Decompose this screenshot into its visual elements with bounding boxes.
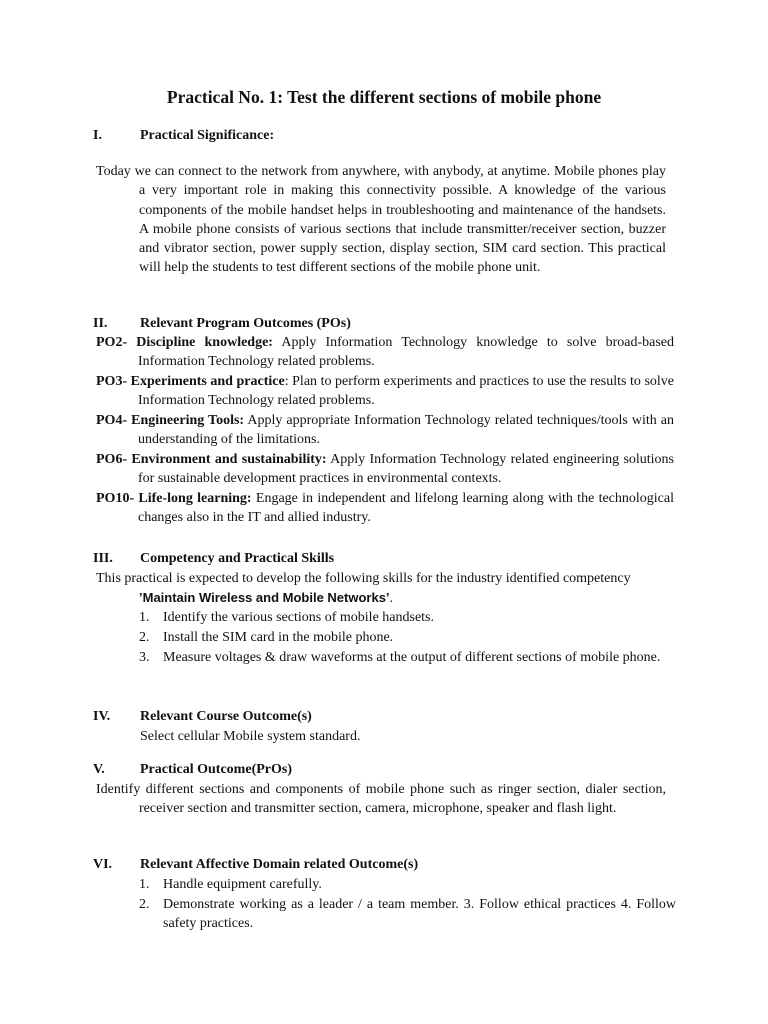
section-number: VI. bbox=[93, 857, 113, 872]
section-title: Relevant Affective Domain related Outcome(s) bbox=[140, 857, 419, 872]
section-title: Relevant Course Outcome(s) bbox=[140, 709, 312, 724]
section-number: IV. bbox=[93, 709, 111, 724]
section-2-heading bbox=[93, 316, 351, 332]
list-item bbox=[139, 608, 676, 627]
competency-period: . bbox=[389, 591, 394, 606]
program-outcome-item bbox=[96, 333, 674, 372]
section-number: II. bbox=[93, 316, 108, 331]
section-3-heading bbox=[93, 551, 334, 567]
list-item-text: Identify the various sections of mobile handsets. bbox=[163, 610, 434, 625]
program-outcome-label: PO2- Discipline knowledge: bbox=[96, 335, 273, 350]
list-item bbox=[139, 648, 676, 667]
significance-paragraph: Today we can connect to the network from anywhere, with anybody, at anytime. Mobile phones play a very important role in making this connectivity possible. A knowledge of the various components of the mobile handset helps in troubleshooting and maintenance of the handsets. A mobile phone consists of various sections that include transmitter/receiver section, buzzer and vibrator section, power supply section, display section, SIM card section. This practical will help the students to test different sections of the mobile phone unit. bbox=[96, 164, 666, 276]
affective-outcome-list bbox=[139, 875, 676, 934]
section-number: III. bbox=[93, 551, 113, 566]
section-title: Practical Significance: bbox=[140, 128, 275, 143]
competency-statement bbox=[139, 588, 393, 608]
program-outcome-text: Apply Information Technology related engineering solutions for sustainable development practices in environmental contexts. bbox=[138, 452, 675, 487]
list-number: 2. bbox=[139, 896, 150, 912]
program-outcome-item bbox=[96, 372, 674, 411]
section-1-heading bbox=[93, 128, 274, 144]
list-item bbox=[139, 895, 676, 934]
section-5-heading bbox=[93, 762, 292, 778]
practical-outcome-paragraph: Identify different sections and components of mobile phone such as ringer section, dialer section, receiver section and transmitter section, camera, microphone, speaker and flash light. bbox=[96, 782, 666, 817]
list-number: 2. bbox=[139, 629, 150, 645]
section-6-heading bbox=[93, 857, 418, 873]
program-outcome-item bbox=[96, 411, 674, 450]
list-item-text: Install the SIM card in the mobile phone. bbox=[163, 629, 394, 645]
program-outcome-item bbox=[96, 450, 674, 489]
course-outcome-text: Select cellular Mobile system standard. bbox=[140, 729, 361, 744]
section-4-heading bbox=[93, 709, 312, 725]
section-title: Practical Outcome(PrOs) bbox=[140, 762, 292, 777]
program-outcome-label: PO3- Experiments and practice bbox=[96, 374, 285, 389]
program-outcome-label: PO4- Engineering Tools: bbox=[96, 413, 245, 428]
competency-name: ’Maintain Wireless and Mobile Networks’ bbox=[139, 590, 390, 605]
list-number: 1. bbox=[139, 877, 150, 892]
program-outcome-text: Apply appropriate Information Technology related techniques/tools with an understanding of the limitations. bbox=[138, 413, 674, 448]
list-number: 3. bbox=[139, 649, 150, 665]
list-item-text: Measure voltages & draw waveforms at the output of different sections of mobile phone. bbox=[163, 649, 661, 665]
list-number: 1. bbox=[139, 610, 150, 625]
list-item bbox=[139, 875, 676, 894]
page-title: Practical No. 1: Test the different sections of mobile phone bbox=[166, 87, 602, 107]
program-outcome-label: PO6- Environment and sustainability: bbox=[96, 452, 327, 467]
program-outcome-text: : Plan to perform experiments and practices to use the results to solve Information Technology related problems. bbox=[138, 374, 674, 409]
section-title: Relevant Program Outcomes (POs) bbox=[140, 316, 351, 331]
program-outcome-item bbox=[96, 489, 674, 528]
section-title: Competency and Practical Skills bbox=[140, 551, 335, 566]
list-item bbox=[139, 628, 676, 647]
program-outcome-text: Apply Information Technology knowledge to solve broad-based Information Technology related problems. bbox=[138, 335, 674, 370]
skills-list bbox=[139, 608, 676, 667]
list-item-text: Handle equipment carefully. bbox=[163, 877, 322, 892]
list-item-text: Demonstrate working as a leader / a team member. 3. Follow ethical practices 4. Follow safety practices. bbox=[163, 896, 676, 932]
section-number: I. bbox=[93, 128, 102, 143]
section-number: V. bbox=[93, 762, 105, 777]
competency-intro: This practical is expected to develop the following skills for the industry identified competency bbox=[96, 571, 631, 586]
program-outcome-text: Engage in independent and lifelong learning along with the technological changes also in the IT and allied industry. bbox=[138, 491, 674, 526]
program-outcome-label: PO10- Life-long learning: bbox=[96, 491, 252, 506]
